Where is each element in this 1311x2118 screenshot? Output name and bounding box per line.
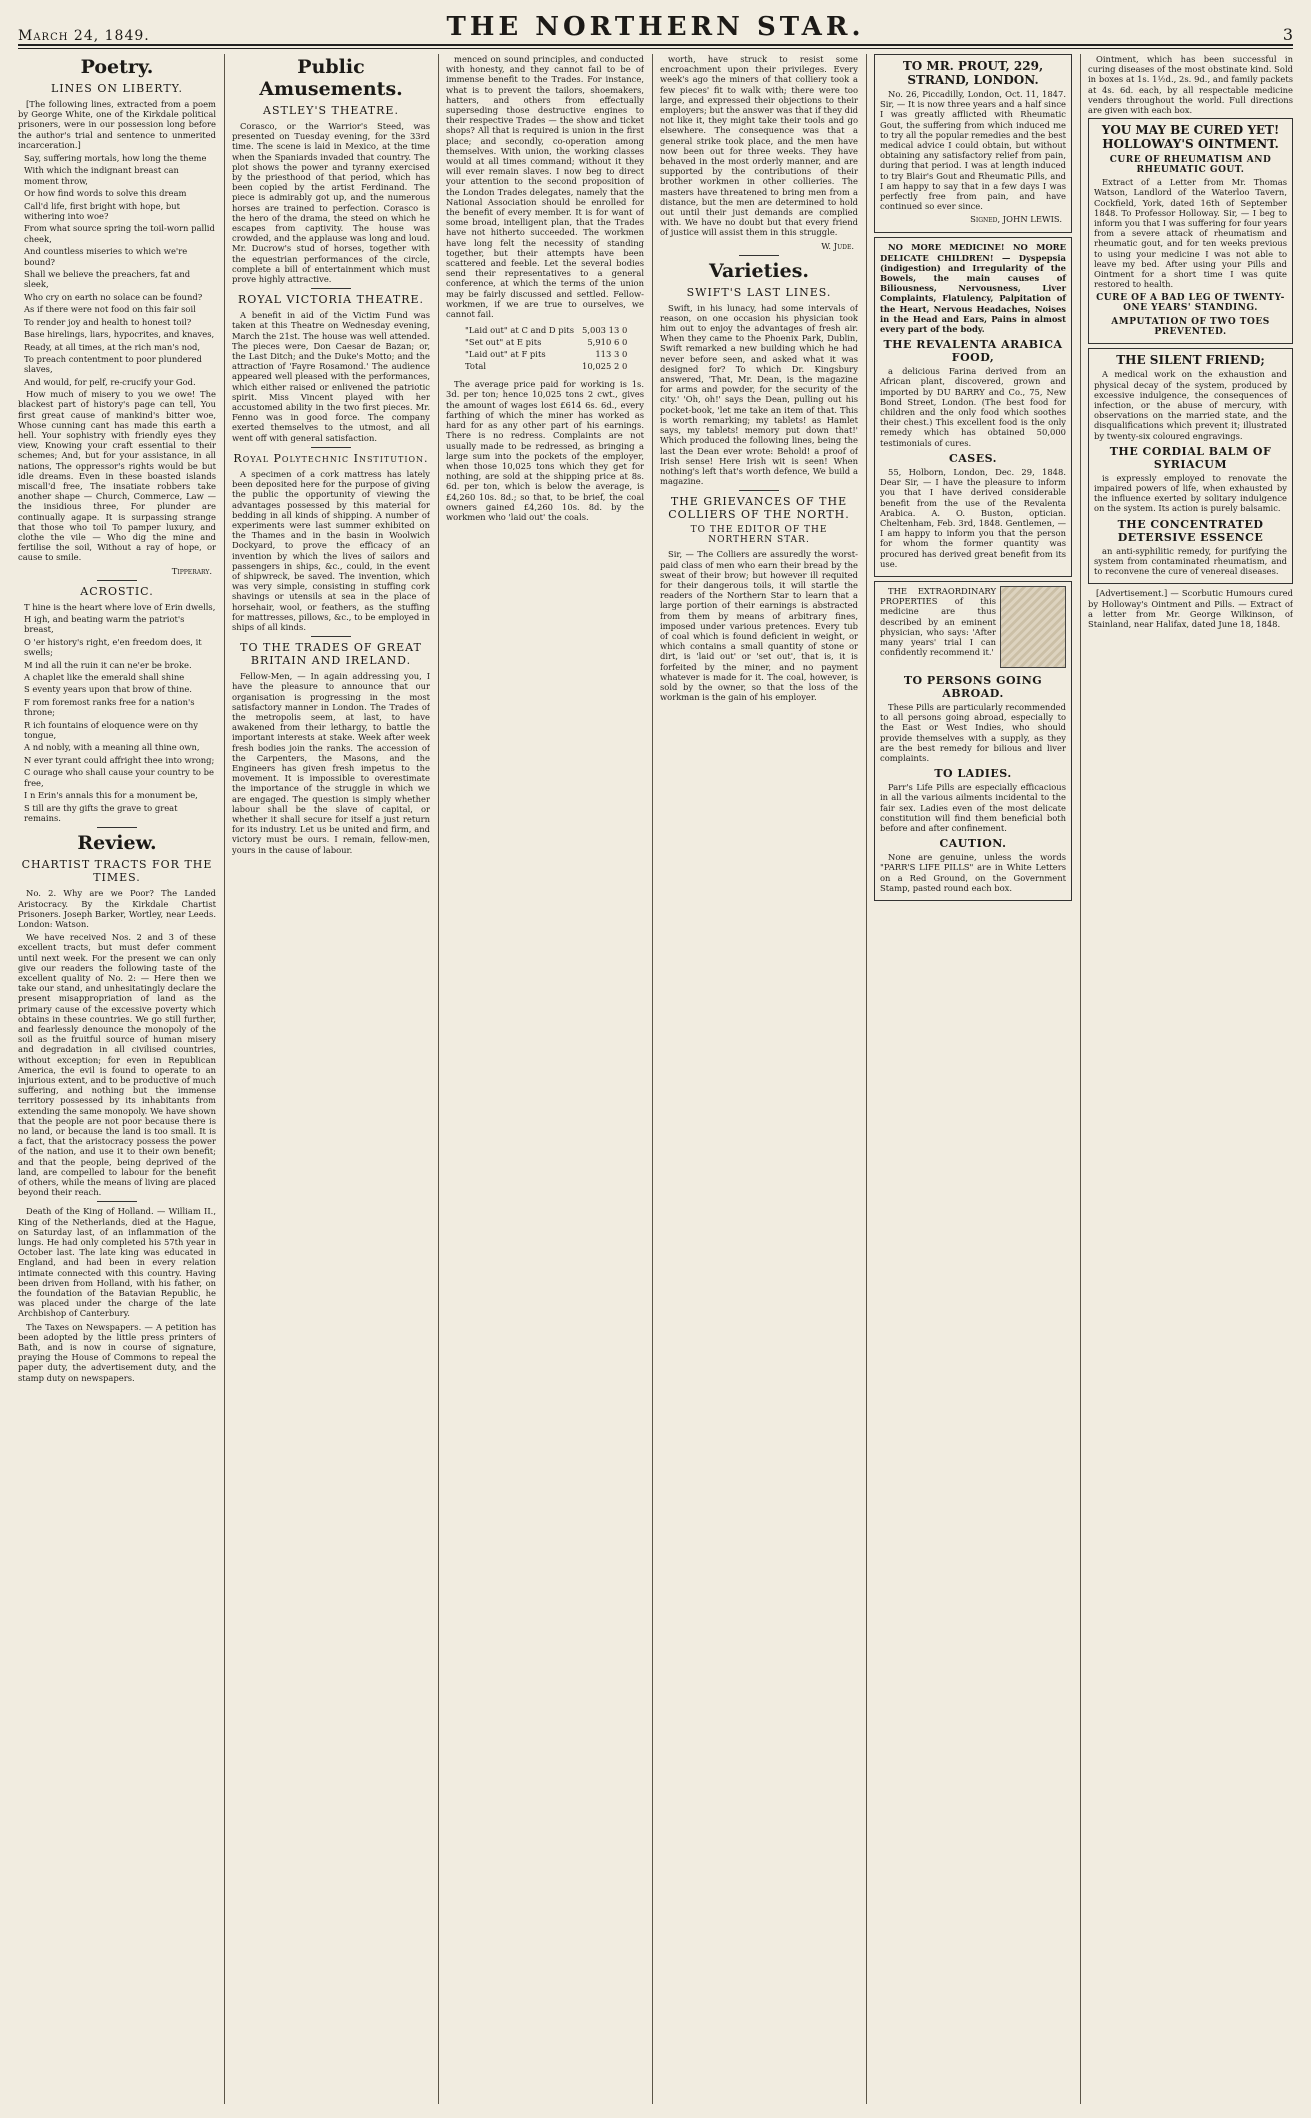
abroad-body: These Pills are particularly recommended to all persons going abroad, especially to the East or West Indies, who should provide themselves with a supply, as they are the best remedy for bilious and liver complaints. [880, 701, 1066, 763]
poem-line: Call'd life, first bright with hope, but withering into woe? [24, 200, 181, 222]
astley-title: ASTLEY'S THEATRE. [263, 104, 399, 117]
advert-revalenta [874, 237, 1072, 576]
column-rule [652, 54, 653, 2104]
advert-note: [Advertisement.] — Scorbutic Humours cured by Holloway's Ointment and Pills. — Extract of a letter from Mr. George Wilkinson, of Stainland, near Halifax, dated June 18, 1848. [1088, 588, 1293, 629]
polytechnic-body: A specimen of a cork mattress has lately been deposited here for the purpose of giving the public the opportunity of viewing the advantages possessed by this material for bedding in all kinds of shipping. A number of experiments were last summer exhibited on the Thames and in the basin in Woolwich Dockyard, to prove the efficacy of an invention by which the lives of sailors and passengers in ships, &c., could, in the event of shipwreck, be saved. The invention, which was very simple, consisting in stuffing cork shavings or utensils at sea in the place of horsehair, wool, or feathers, as the stuffing for mattresses, pillows, &c., to be employed in ships of all kinds. [232, 468, 430, 632]
silent-head: THE SILENT FRIEND; [1116, 353, 1265, 368]
divider [311, 447, 351, 448]
cordial-head: THE CORDIAL BALM OF SYRIACUM [1109, 444, 1272, 471]
section-head-varieties: Varieties. [708, 259, 810, 282]
coal-table [460, 323, 632, 373]
varieties-body: Swift, in his lunacy, had some intervals of reason, on one occasion his physician took him out to enjoy the advantages of fresh air. When they came to the Phoenix Park, Dublin, Swift remarked a new building which he had never before seen, and asked what it was designed for? To which Dr. Kingsbury answered, 'That, Mr. Dean, is the magazine for arms and powder, for the security of the city.' 'Oh, oh!' says the Dean, pulling out his pocket-book, 'let me take an item of that. This is worth remarking; my tablets! as Hamlet says, my tablets! memory put down that!' Which produced the following lines, being the last the Dean ever wrote: Behold! a proof of Irish sense! Here Irish wit is seen! When nothing's left that's worth defence, We build a magazine. [660, 302, 858, 487]
revalenta-title: THE REVALENTA ARABICA FOOD, [883, 338, 1063, 365]
acrostic-line: S eventy years upon that brow of thine. [24, 684, 192, 695]
divider [97, 827, 137, 828]
poem-line: Ready, at all times, at the rich man's nod, [24, 341, 201, 352]
table-cell-value: 10,025 2 0 [582, 361, 628, 372]
swift-title: SWIFT'S LAST LINES. [686, 285, 832, 299]
column-rule [1080, 54, 1081, 2104]
acrostic-line: N ever tyrant could affright thee into wrong; [24, 754, 215, 765]
table-cell-label: "Set out" at E pits [465, 337, 542, 348]
acrostic-title: ACROSTIC. [80, 584, 154, 598]
section-head-amusements: Public Amusements. [259, 56, 403, 100]
acrostic-line: R ich fountains of eloquence were on thy tongue, [24, 719, 198, 741]
extra-head: THE EXTRAORDINARY PROPERTIES of this medicine are thus described by an eminent physician, who says: 'After many years' trial I can confidently recommend it.' [880, 585, 996, 658]
trades-continued: menced on sound principles, and conducted with honesty, and they cannot fail to be of immense benefit to the Trades. For instance, what is to prevent the tailors, shoemakers, hatters, and others from effectually superseding those destructive engines to their respective Trades — the show and ticket shops? All that is required is union in the first place; and secondly, co-operation among themselves. With union, the working classes would at all times command; without it they will ever remain slaves. I now beg to direct your attention to the second proposition of the London Trades delegates, namely that the National Association should be enrolled for the benefit of every member. It is for want of some broad, intelligent plan, that the Trades have not hitherto succeeded. The workmen have long felt the necessity of standing together, but their attempts have been scattered and feeble. Let the several bodies send their representatives to a general conference, at which the terms of the union may be fairly discussed and settled. Fellow-workmen, if we are true to ourselves, we cannot fail. [446, 54, 644, 320]
prout-head: TO MR. PROUT, 229, STRAND, LONDON. [902, 59, 1044, 87]
ointment-top: Ointment, which has been successful in curing diseases of the most obstinate kind. Sold in boxes at 1s. 1½d., 2s. 9d., and family packets at 4s. 6d. each, by all respectable medicine venders throughout the world. Full directions are given with each box. [1088, 54, 1293, 116]
column-rule [866, 54, 867, 2104]
masthead-rule [18, 48, 1293, 49]
strike-body: worth, have struck to resist some encroachment upon their privileges. Every week's ago the miners of that colliery took a few pieces' fit to walk with; there were too large, and expressed their objections to their employers; but the answer was that if they did not like it, they might take their tools and go elsewhere. The consequence was that a general strike took place, and the men have now been out for three weeks. They have behaved in the most orderly manner, and are supported by the contributions of their brother workmen in other collieries. The masters have threatened to bring men from a distance, but the men are determined to hold out until their just demands are complied with. We have no doubt but that every friend of justice will assist them in this struggle. [660, 54, 858, 238]
silent-body: A medical work on the exhaustion and physical decay of the system, produced by excessive indulgence, the consequences of infection, or the abuse of mercury, with observations on the married state, and the disqualifications which prevent it; illustrated by twenty-six coloured engravings. [1094, 369, 1287, 441]
acrostic-line: H igh, and beating warm the patriot's breast, [24, 614, 185, 635]
column-2 [232, 54, 430, 2104]
poem-line: With which the indignant breast can moment throw, [24, 165, 179, 186]
column-6 [1088, 54, 1293, 2104]
divider [311, 288, 351, 289]
advert-parrs-pills [874, 581, 1072, 901]
holloway-sub: CURE OF RHEUMATISM AND RHEUMATIC GOUT. [1109, 155, 1272, 176]
polytechnic-title: Royal Polytechnic Institution. [233, 451, 429, 465]
old-parr-portrait [1000, 586, 1066, 668]
prout-body: No. 26, Piccadilly, London, Oct. 11, 1847. Sir, — It is now three years and a half since I was greatly afflicted with Rheumatic Gout, the suffering from which induced me to try all the popular remedies and the best medical advice I could obtain, but without obtaining any satisfactory relief from pain, during that period. I was at length induced to try Blair's Gout and Rheumatic Pills, and I am happy to say that in a few days I was perfectly free from pain, and have continued so ever since. [880, 89, 1066, 212]
poem-line: As if there were not food on this fair soil [24, 304, 196, 315]
grievances-title: THE GRIEVANCES OF THE COLLIERS OF THE NORTH. [668, 495, 850, 522]
table-row [462, 337, 630, 347]
acrostic-line: I n Erin's annals this for a monument be, [24, 790, 198, 801]
table-row [462, 361, 630, 371]
caution-body: None are genuine, unless the words "PARR'S LIFE PILLS" are in White Letters on a Red Ground, on the Government Stamp, pasted round each box. [880, 852, 1066, 893]
column-rule [438, 54, 439, 2104]
badleg-sub: CURE OF A BAD LEG OF TWENTY-ONE YEARS' STANDING. [1096, 293, 1285, 314]
acrostic-lines [18, 602, 216, 824]
advert-holloway [1088, 118, 1293, 344]
advert-prout [874, 54, 1072, 233]
cases-body: 55, Holborn, London, Dec. 29, 1848. Dear Sir, — I have the pleasure to inform you that I have derived considerable benefit from the use of the Revalenta Arabica. A. O. Buston, optician. Cheltenham, Feb. 3rd, 1848. Gentlemen, — I am happy to inform you that the person for whom the former quantity was procured has derived great benefit from its use. [880, 466, 1066, 569]
review-body: We have received Nos. 2 and 3 of these excellent tracts, but must defer comment until next week. For the present we can only give our readers the following taste of the excellent quality of No. 2: — Here then we take our stand, and unhesitatingly declare the present misappropriation of land as the primary cause of the excessive poverty which obtains in these countries. We go still further, and fearlessly denounce the monopoly of the soil as the fruitful source of human misery and degradation in all civilised countries, without exception; for even in Republican America, the evil is found to operate to an injurious extent, and to be productive of much suffering, and nothing but the immense territory possessed by its inhabitants from extending the same monopoly. We have shown that the people are not poor because there is no land, or because the land is too small. It is a fact, that the aristocracy possess the power of the nation, and use it to their own benefit; and that the people, being deprived of the land, are compelled to labour for the benefit of others, while the means of living are placed beyond their reach. [18, 932, 216, 1198]
divider [311, 636, 351, 637]
column-1 [18, 54, 216, 2104]
page-number: 3 [1282, 25, 1293, 44]
table-cell-value: 5,910 6 0 [587, 337, 628, 348]
poem-line: Or how find words to solve this dream [24, 188, 187, 199]
acrostic-line: A chaplet like the emerald shall shine [24, 672, 185, 683]
ladies-title: TO LADIES. [934, 767, 1012, 781]
poem-signature: Tipperary. [171, 565, 212, 576]
table-row [462, 349, 630, 359]
prout-signature: Signed, JOHN LEWIS. [970, 214, 1062, 225]
masthead [18, 10, 1293, 46]
holloway-body: Extract of a Letter from Mr. Thomas Watson, Landlord of the Waterloo Tavern, Cockfield, York, dated 16th of September 1848. To Professor Holloway. Sir, — I beg to inform you that I was suffering for four years from a severe attack of rheumatism and rheumatic gout, and for ten weeks previous to using your medicine I was not able to leave my bed. After using your Pills and Ointment for a short time I was quite restored to health. [1094, 177, 1287, 290]
poem-line: Base hirelings, liars, hypocrites, and knaves, [24, 329, 215, 340]
divider [739, 255, 779, 256]
table-cell-label: "Laid out" at F pits [465, 349, 546, 360]
trades-body: Fellow-Men, — In again addressing you, I have the pleasure to announce that our organisation is progressing in the most satisfactory manner in London. The Trades of the metropolis seem, at last, to have awakened from their lethargy, to battle the important interests at stake. Week after week fresh bodies join the ranks. The accession of the Carpenters, the Masons, and the Engineers has given fresh impetus to the movement. It is impossible to overestimate the importance of the struggle in which we are engaged. The question is simply whether labour shall be the slave of capital, or whether it shall secure for itself a just return for its industry. Let us be united and firm, and victory must be ours. I remain, fellow-men, yours in the cause of labour. [232, 671, 430, 855]
poem-body: How much of misery to you we owe! The blackest part of history's page can tell, You first great cause of mankind's bitter woe, Whose cunning cant has made this earth a hell. Your sophistry with friendly eyes they view, Knowing your craft essential to their schemes; And, but for your assistance, in all nations, The oppressor's rights would be but idle dreams. Even in these boasted islands miscall'd free, The insatiate robbers take another shape — Church, Commerce, Law — the insidious three, For plunder are continually agape. It is surpassing strange that those who toil To pamper luxury, and clothe the vile — Who dig the mine and fertilise the soil, Without a ray of hope, or cause to smile. [18, 389, 216, 563]
poem-line: And would, for pelf, re-crucify your God. [24, 376, 196, 387]
nomore-head: NO MORE MEDICINE! NO MORE DELICATE CHILDREN! — Dyspepsia (indigestion) and Irregularity of the Bowels, the main causes of Biliousness, Nervousness, Liver Complaints, Flatulency, Palpitation of the Heart, Nervous Headaches, Noises in the Head and Ears, Pains in almost every part of the body. [880, 242, 1066, 335]
newspaper-page [18, 10, 1293, 2108]
poem-line: Shall we believe the preachers, fat and sleek, [24, 269, 191, 290]
death-of-king-note: Death of the King of Holland. — William II., King of the Netherlands, died at the Hague, on Saturday last, of an inflammation of the lungs. He had only completed his 57th year in October last. The late king was educated in England, and had been in every relation intimate connected with this country. Having been driven from Holland, with his father, on the foundation of the Batavian Republic, he was placed under the charge of the late Archbishop of Canterbury. [18, 1206, 216, 1319]
poem-line: And countless miseries to which we're bound? [24, 246, 188, 267]
grievances-subtitle: TO THE EDITOR OF THE NORTHERN STAR. [690, 525, 828, 546]
caution-title: CAUTION. [939, 837, 1007, 851]
acrostic-line: F rom foremost ranks free for a nation's throne; [24, 696, 195, 718]
cases-title: CASES. [949, 451, 997, 465]
detersive-body: an anti-syphilitic remedy, for purifying the system from contaminated rheumatism, and to reconvene the cure of venereal diseases. [1094, 545, 1287, 577]
table-row [462, 325, 630, 335]
poem-line: To render joy and health to honest toil? [24, 316, 192, 327]
ladies-body: Parr's Life Pills are especially efficacious in all the various ailments incidental to the fair sex. Ladies even of the most delicate constitution will find them beneficial both before and after confinement. [880, 782, 1066, 833]
abroad-title: TO PERSONS GOING ABROAD. [903, 673, 1043, 700]
column-rule [224, 54, 225, 2104]
cordial-body: is expressly employed to renovate the impaired powers of life, when exhausted by the influence exerted by solitary indulgence on the system. Its action is purely balsamic. [1094, 472, 1287, 514]
holloway-head: YOU MAY BE CURED YET! HOLLOWAY'S OINTMENT. [1101, 123, 1280, 152]
newspaper-title: THE NORTHERN STAR. [446, 12, 865, 42]
acrostic-line: C ourage who shall cause your country to be free, [24, 767, 214, 788]
strike-signature: W. Jude. [821, 240, 854, 251]
poem-line: Say, suffering mortals, how long the theme [24, 153, 207, 164]
poem-intro: [The following lines, extracted from a poem by George White, one of the Kirkdale political prisoners, were in our possession long before the author's trial and sentence to unmerited incarceration.] [18, 99, 216, 150]
amputation-sub: AMPUTATION OF TWO TOES PREVENTED. [1111, 317, 1270, 338]
issue-date: March 24, 1849. [18, 28, 150, 44]
victoria-body: A benefit in aid of the Victim Fund was taken at this Theatre on Wednesday evening, March the 21st. The house was well attended. The pieces were, Don Caesar de Bazan; or, the Last Ditch; and the Duke's Motto; and the attraction of 'Fayre Rosamond.' The audience appeared well pleased with the performances, which either raised or enlivened the patriotic spirit. Miss Vincent played with her accustomed ability in the two first pieces. Mr. Fenno was in good force. The company exerted themselves to the utmost, and all went off with general satisfaction. [232, 310, 430, 443]
astley-body: Corasco, or the Warrior's Steed, was presented on Tuesday evening, for the 33rd time. The scene is laid in Mexico, at the time when the Spaniards invaded that country. The plot shows the power and tyranny exercised by the priesthood of that period, which has been copied by the artist Ferdinand. The piece is admirably got up, and the numerous horses are trained to perfection. Corasco is the hero of the drama, the steed on which he escapes from captivity. The house was crowded, and the applause was long and loud. Mr. Ducrow's stud of horses, together with the equestrian performances of the circle, complete a bill of entertainment which must prove highly attractive. [232, 121, 430, 285]
column-3 [446, 54, 644, 2104]
review-subtitle: No. 2. Why are we Poor? The Landed Aristocracy. By the Kirkdale Chartist Prisoners. Joseph Barker, Wortley, near Leeds. London: Watson. [18, 888, 216, 929]
poem-line: From what source spring the toil-worn pallid cheek, [24, 223, 215, 244]
acrostic-line: S till are thy gifts the grave to great remains. [24, 802, 178, 823]
section-head-poetry: Poetry. [80, 56, 154, 78]
review-title: CHARTIST TRACTS FOR THE TIMES. [21, 858, 213, 885]
section-head-review: Review. [77, 832, 157, 855]
table-cell-label: "Laid out" at C and D pits [465, 325, 575, 336]
wages-lost-body: The average price paid for working is 1s. 3d. per ton; hence 10,025 tons 2 cwt., gives the amount of wages lost £614 6s. 6d., every farthing of which the miner has worked as hard for as any other part of his earnings. There is no redress. Complaints are not usually made to be redressed, as bringing a large sum into the pockets of the employer, when those 10,025 tons which they get for nothing, are sold at the shipping price at 8s. 6d. per ton, which is below the average, is £4,260 10s. 8d.; so that, to be brief, the coal owners gained £4,260 10s. 8d. by the workmen who 'laid out' the coals. [446, 379, 644, 522]
acrostic-line: T hine is the heart where love of Erin dwells, [24, 601, 216, 612]
victoria-title: ROYAL VICTORIA THEATRE. [237, 293, 425, 307]
detersive-head: THE CONCENTRATED DETERSIVE ESSENCE [1117, 517, 1264, 544]
acrostic-line: M ind all the ruin it can ne'er be broke. [24, 659, 192, 670]
trades-title: TO THE TRADES OF GREAT BRITAIN AND IRELAND. [240, 641, 422, 668]
advert-silent-friend [1088, 348, 1293, 584]
table-cell-label: Total [465, 361, 487, 372]
revalenta-body: a delicious Farina derived from an African plant, discovered, grown and imported by DU BARRY and Co., 75, New Bond Street, London. (The best food for children and the only food which soothes their chest.) This excellent food is the only remedy which has obtained 50,000 testimonials of cures. [880, 366, 1066, 448]
acrostic-line: A nd nobly, with a meaning all thine own, [24, 742, 200, 753]
column-5 [874, 54, 1072, 2104]
table-cell-value: 113 3 0 [595, 349, 628, 360]
poem-line: To preach contentment to poor plundered slaves, [24, 353, 202, 375]
divider [97, 580, 137, 581]
divider [739, 490, 779, 491]
grievances-body: Sir, — The Colliers are assuredly the worst-paid class of men who earn their bread by the sweat of their brow; but however ill requited for their dangerous toils, it will startle the readers of the Northern Star to learn that a large portion of their earnings is abstracted from them by means of arbitrary fines, imposed under various pretences. Every tub of coal which is found deficient in weight, or which contains a small quantity of stone or dirt, is 'laid out' or 'set out', that is, it is forfeited by the miner, and no payment whatever is made for it. The coal, however, is sold by the owner, so that the loss of the workman is the gain of his employer. [660, 549, 858, 703]
poem-lines [18, 153, 216, 387]
column-4 [660, 54, 858, 2104]
acrostic-line: O 'er history's right, e'en freedom does, it swells; [24, 636, 202, 658]
poem-title-liberty: LINES ON LIBERTY. [50, 82, 183, 95]
table-cell-value: 5,003 13 0 [582, 325, 628, 336]
divider [97, 1201, 137, 1202]
poem-line: Who cry on earth no solace can be found? [24, 291, 203, 302]
newspaper-taxes-note: The Taxes on Newspapers. — A petition has been adopted by the little press printers of Bath, and is now in course of signature, praying the House of Commons to repeal the paper duty, the advertisement duty, and the stamp duty on newspapers. [18, 1321, 216, 1383]
